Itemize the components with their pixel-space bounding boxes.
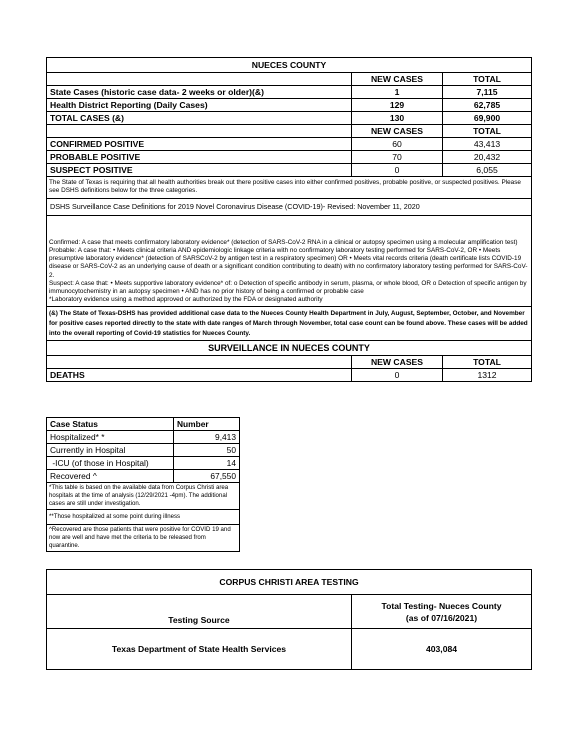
blank-cell (47, 356, 352, 369)
status-value: 9,413 (174, 431, 240, 444)
row-total: 43,413 (443, 138, 532, 151)
col-new-cases: NEW CASES (352, 356, 443, 369)
deaths-total: 1312 (443, 369, 532, 382)
row-new: 130 (352, 112, 443, 125)
testing-source: Texas Department of State Health Services (47, 629, 352, 670)
def-lab-note: *Laboratory evidence using a method approved or authorized by the FDA or designated authority (49, 296, 323, 304)
row-label: TOTAL CASES (&) (47, 112, 352, 125)
col-total: TOTAL (443, 73, 532, 86)
blank-cell (47, 125, 352, 138)
row-new: 60 (352, 138, 443, 151)
row-new: 129 (352, 99, 443, 112)
blank-cell (47, 73, 352, 86)
col-new-cases: NEW CASES (352, 73, 443, 86)
status-label: Currently in Hospital (47, 444, 174, 457)
row-label: SUSPECT POSITIVE (47, 164, 352, 177)
amp-note: (&) The State of Texas-DSHS has provided additional case data to the Nueces County Health Department in July, August, September, October, and November for positive cases reported directly to the state with date ranges of March through November, total case count can be found above. These cases will be added into the overall reporting of Covid-19 statistics for Nueces County. (47, 307, 532, 341)
dshs-title: DSHS Surveillance Case Definitions for 2019 Novel Coronavirus Disease (COVID-19)- Revised: November 11, 2020 (47, 198, 532, 215)
col-total: TOTAL (443, 125, 532, 138)
county-title: NUECES COUNTY (47, 58, 532, 73)
state-note: The State of Texas is requiring that all health authorities break out there positive cases into either confirmed positives, probable positive, or suspected positives. Please see DSHS definitions below for the three categories. (47, 177, 532, 199)
row-new: 1 (352, 86, 443, 99)
row-label: CONFIRMED POSITIVE (47, 138, 352, 151)
def-suspect: Suspect: A case that: • Meets supportive laboratory evidence* of: o Detection of specific antibody in serum, plasma, or whole blood, OR o Detection of specific antigen by immunocytochemistry in an autopsy specimen • AND has no prior history of being a confirmed or probable case (49, 279, 527, 296)
row-total: 6,055 (443, 164, 532, 177)
col-case-status: Case Status (47, 418, 174, 431)
row-label: Health District Reporting (Daily Cases) (47, 99, 352, 112)
row-label: State Cases (historic case data- 2 weeks or older)(&) (47, 86, 352, 99)
status-note-2: **Those hospitalized at some point during illness (47, 510, 240, 525)
row-new: 0 (352, 164, 443, 177)
col-total: TOTAL (443, 356, 532, 369)
total-testing-line2: (as of 07/16/2021) (405, 612, 478, 623)
status-note-3: ^Recovered are those patients that were positive for COVID 19 and now are well and have met the criteria to be released from quarantine. (47, 525, 240, 552)
row-total: 7,115 (443, 86, 532, 99)
col-testing-source: Testing Source (47, 595, 352, 629)
def-confirmed: Confirmed: A case that meets confirmatory laboratory evidence* (detection of SARS-CoV-2 RNA in a clinical or autopsy specimen using a molecular amplification test) (49, 238, 518, 246)
nueces-county-report (46, 57, 531, 382)
cases-table (46, 57, 532, 382)
row-total: 69,900 (443, 112, 532, 125)
total-testing-line1: Total Testing- Nueces County (381, 600, 502, 611)
testing-total: 403,084 (352, 629, 532, 670)
deaths-label: DEATHS (47, 369, 352, 382)
col-number: Number (174, 418, 240, 431)
status-note-1: *This table is based on the available data from Corpus Christi area hospitals at the time of analysis (12/29/2021 -4pm). The additional cases are still under investigation. (47, 483, 240, 510)
status-value: 67,550 (174, 470, 240, 483)
status-label: Hospitalized* * (47, 431, 174, 444)
row-label: PROBABLE POSITIVE (47, 151, 352, 164)
surveillance-title: SURVEILLANCE IN NUECES COUNTY (47, 341, 532, 356)
col-total-testing (352, 595, 532, 629)
def-probable: Probable: A case that: • Meets clinical criteria AND epidemiologic linkage criteria with no confirmatory laboratory testing performed for SARS-CoV-2, OR • Meets presumptive laboratory evidence* (detection of SARSCoV-2 by antigen test in a respiratory specimen) OR • Meets vital records criteria (death certificate lists COVID-19 disease or SARS-CoV-2 as an underlying cause of death or a significant condition contributing to death) with no confirmatory laboratory testing performed for SARS-CoV-2. (49, 247, 528, 279)
deaths-new: 0 (352, 369, 443, 382)
definitions-block (47, 215, 532, 307)
case-status-table (46, 417, 240, 552)
row-new: 70 (352, 151, 443, 164)
status-value: 14 (174, 457, 240, 470)
status-label: Recovered ^ (47, 470, 174, 483)
row-total: 20,432 (443, 151, 532, 164)
status-label: -ICU (of those in Hospital) (47, 457, 174, 470)
row-total: 62,785 (443, 99, 532, 112)
col-new-cases: NEW CASES (352, 125, 443, 138)
status-value: 50 (174, 444, 240, 457)
testing-table (46, 569, 532, 670)
testing-title: CORPUS CHRISTI AREA TESTING (47, 570, 532, 595)
